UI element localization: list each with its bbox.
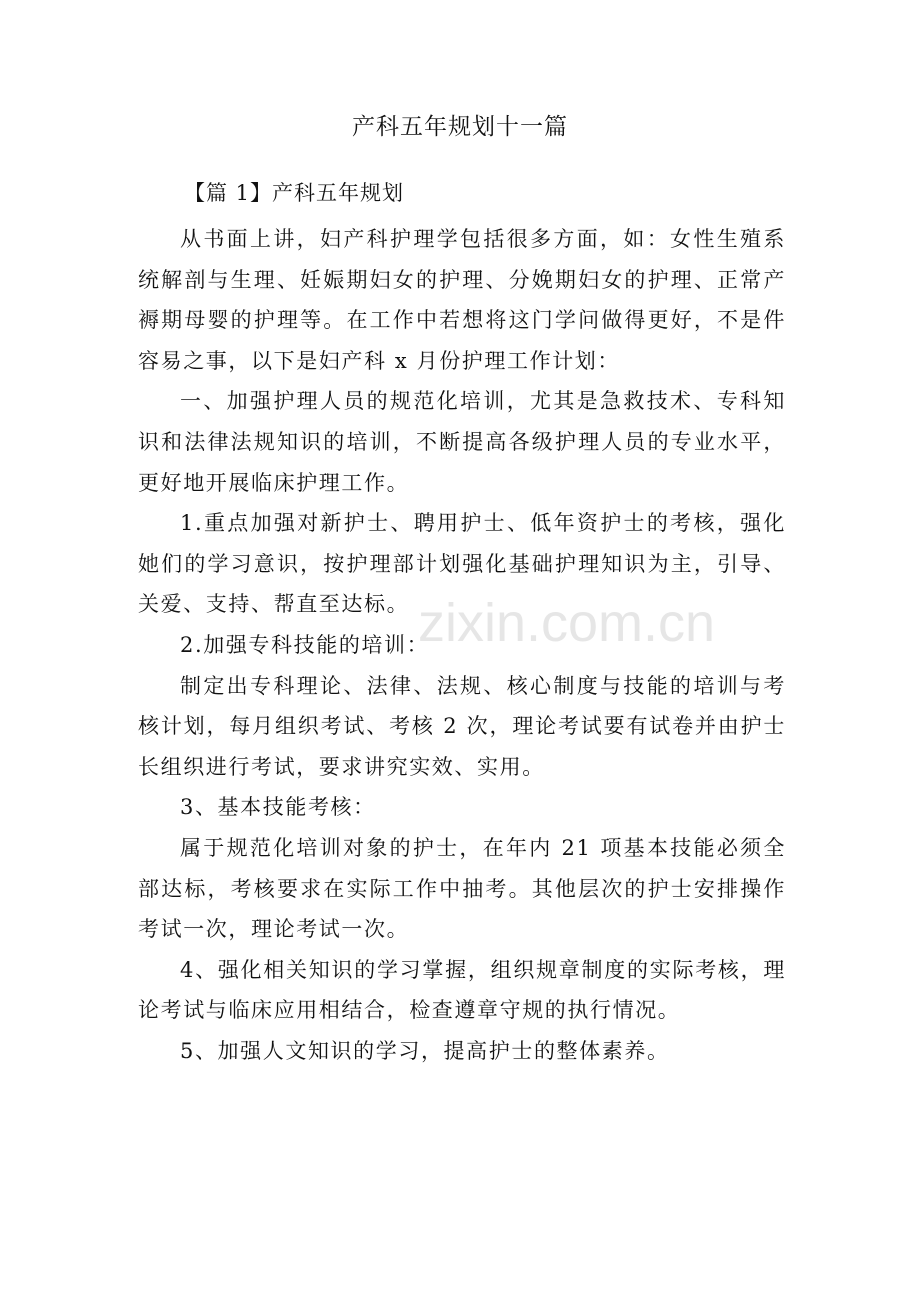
document-body	[138, 219, 786, 1071]
paragraph-training: 一、加强护理人员的规范化培训，尤其是急救技术、专科知识和法律法规知识的培训，不断提高各级护理人员的专业水平，更好地开展临床护理工作。	[138, 389, 786, 495]
paragraph-item-3-body: 属于规范化培训对象的护士，在年内 21 项基本技能必须全部达标，考核要求在实际工作中抽考。其他层次的护士安排操作考试一次，理论考试一次。	[138, 835, 786, 942]
paragraph-item-1: 1.重点加强对新护士、聘用护士、低年资护士的考核，强化她们的学习意识，按护理部计划强化基础护理知识为主，引导、关爱、支持、帮直至达标。	[138, 511, 786, 617]
watermark: zixin.com.cn	[418, 593, 716, 653]
section-heading: 【篇 1】产科五年规划	[184, 181, 405, 205]
paragraph-item-4: 4、强化相关知识的学习掌握，组织规章制度的实际考核，理论考试与临床应用相结合，检查遵章守规的执行情况。	[138, 957, 786, 1023]
paragraph-item-2-heading: 2.加强专科技能的培训：	[180, 632, 430, 657]
paragraph-item-5: 5、加强人文知识的学习，提高护士的整体素养。	[180, 1038, 670, 1063]
document-title: 产科五年规划十一篇	[352, 114, 568, 140]
paragraph-intro: 从书面上讲，妇产科护理学包括很多方面，如：女性生殖系统解剖与生理、妊娠期妇女的护理、分娩期妇女的护理、正常产褥期母婴的护理等。在工作中若想将这门学问做得更好，不是件容易之事，以下是妇产科 x 月份护理工作计划：	[138, 227, 786, 373]
paragraph-item-3-heading: 3、基本技能考核：	[180, 795, 376, 820]
paragraph-item-2-body: 制定出专科理论、法律、法规、核心制度与技能的培训与考核计划，每月组织考试、考核 2 次，理论考试要有试卷并由护士长组织进行考试，要求讲究实效、实用。	[138, 673, 786, 779]
